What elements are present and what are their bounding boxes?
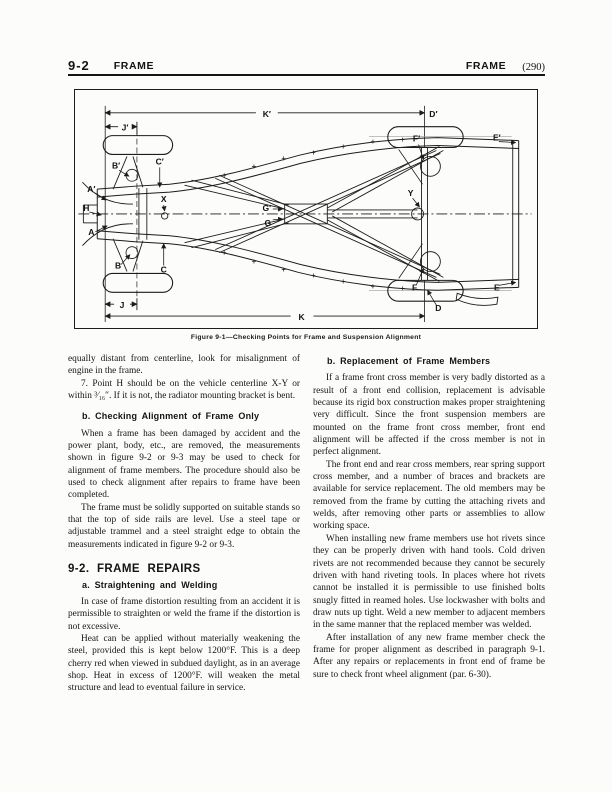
label-k-prime: K′ [262,108,271,119]
paragraph: When installing new frame members use hot rivets since they can be properly driven with hand tools. Cold driven rivets are not recommended because they cannot be securely driven with hand riveting tools. In places where hot rivets cannot be installed it is permissible to use finished bolts snugly fitted in reamed holes. Use lockwasher with bolts and draw nuts up tight. Weld a new member to adjacent members in the same manner that the replaced member was welded. [313,533,545,631]
rear-left-wheel [388,127,463,148]
label-f: F [411,282,418,293]
paragraph: The frame must be solidly supported on suitable stands so that the top of side rails are level. Use a steel tape or adjustable trammel and a steel straight edge to obtain the measurements indicated in figure 9-2 or 9-3. [68,502,300,550]
frame-diagram [75,90,535,326]
label-h: H [83,202,90,213]
paragraph: In case of frame distortion resulting from an accident it is permissible to straighten or weld the frame if the distortion is not excessive. [68,596,300,632]
figure-9-1-box [74,89,538,329]
paragraph: 7. Point H should be on the vehicle centerline X-Y or within ³⁄₁₆″. If it is not, the radiator mounting bracket is bent. [68,378,300,402]
loose-bracket [456,293,498,305]
front-left-wheel [103,136,172,155]
rear-right-wheel [388,280,463,301]
label-b-prime: B′ [111,160,121,171]
page-header [68,54,545,76]
header-left [68,58,154,74]
label-a-prime: A′ [87,184,96,195]
label-c-prime: C′ [155,156,164,167]
header-right [466,60,545,74]
label-g-prime: G′ [262,202,272,213]
heading-frame-repairs: 9-2. FRAME REPAIRS [68,563,201,576]
header-left-title: FRAME [113,60,155,72]
rear-spring-left [421,156,441,176]
label-e: E [494,282,500,293]
paragraph: If a frame front cross member is very badly distorted as a result of a front end collision, replacement is advisable because its rigid box construction makes proper straightening very difficult. Since the front suspension members are mounted on the frame front cross member, front end alignment will be affected if the cross member is not in perfect alignment. [313,373,545,458]
label-f-prime: F′ [412,133,421,144]
front-right-wheel [103,273,172,292]
label-j-prime: J′ [121,122,129,133]
heading-straightening-welding: a. Straightening and Welding [82,579,218,590]
label-x: X [160,194,167,205]
paragraph: When a frame has been damaged by accident and the power plant, body, etc., are removed, the measurements shown in figure 9-2 or 9-3 may be used to check for alignment of frame members. The procedure should also be used to check alignment after repairs to frame have been completed. [68,428,300,501]
label-e-prime: E′ [493,132,501,143]
heading-checking-alignment: b. Checking Alignment of Frame Only [82,411,260,422]
left-column [68,353,300,695]
paragraph: After installation of any new frame member check the frame for proper alignment as described in paragraph 9-1. After any repairs or replacements in front end of frame be sure to check front wheel alignment (par. 6-30). [313,632,545,680]
label-d-prime: D′ [429,108,438,119]
paragraph: Heat can be applied without materially weakening the steel, provided this is kept below 1200°F. This is a deep cherry red when viewed in subdued daylight, as in an average shop. Heat in excess of 1200°F. will weaken the metal structure and lead to eventual failure in service. [68,633,300,694]
figure-caption: Figure 9-1—Checking Points for Frame and Suspension Alignment [190,334,422,341]
label-d: D [435,303,442,314]
label-a: A [88,226,95,237]
label-k: K [298,312,305,323]
heading-replacement-members: b. Replacement of Frame Members [327,356,491,366]
paragraph: The front end and rear cross members, rear spring support cross member, and a number of braces and brackets are available for service replacement. The old members may be removed from the frame by cutting the attaching rivets and welds, after removing other parts or assemblies to allow working space. [313,459,545,532]
label-j: J [119,300,125,311]
dimension-lines [105,113,424,316]
axles-suspension [82,148,497,306]
label-c: C [160,264,167,275]
paragraph: equally distant from centerline, look for misalignment of engine in the frame. [68,354,300,377]
label-y: Y [407,188,414,199]
section-number: 9-2 [68,58,90,73]
header-right-title: FRAME [465,60,507,72]
label-b: B [115,260,122,271]
right-column [313,353,545,695]
body-columns [68,353,545,695]
page-number: (290) [522,61,545,73]
label-g: G [264,217,272,228]
